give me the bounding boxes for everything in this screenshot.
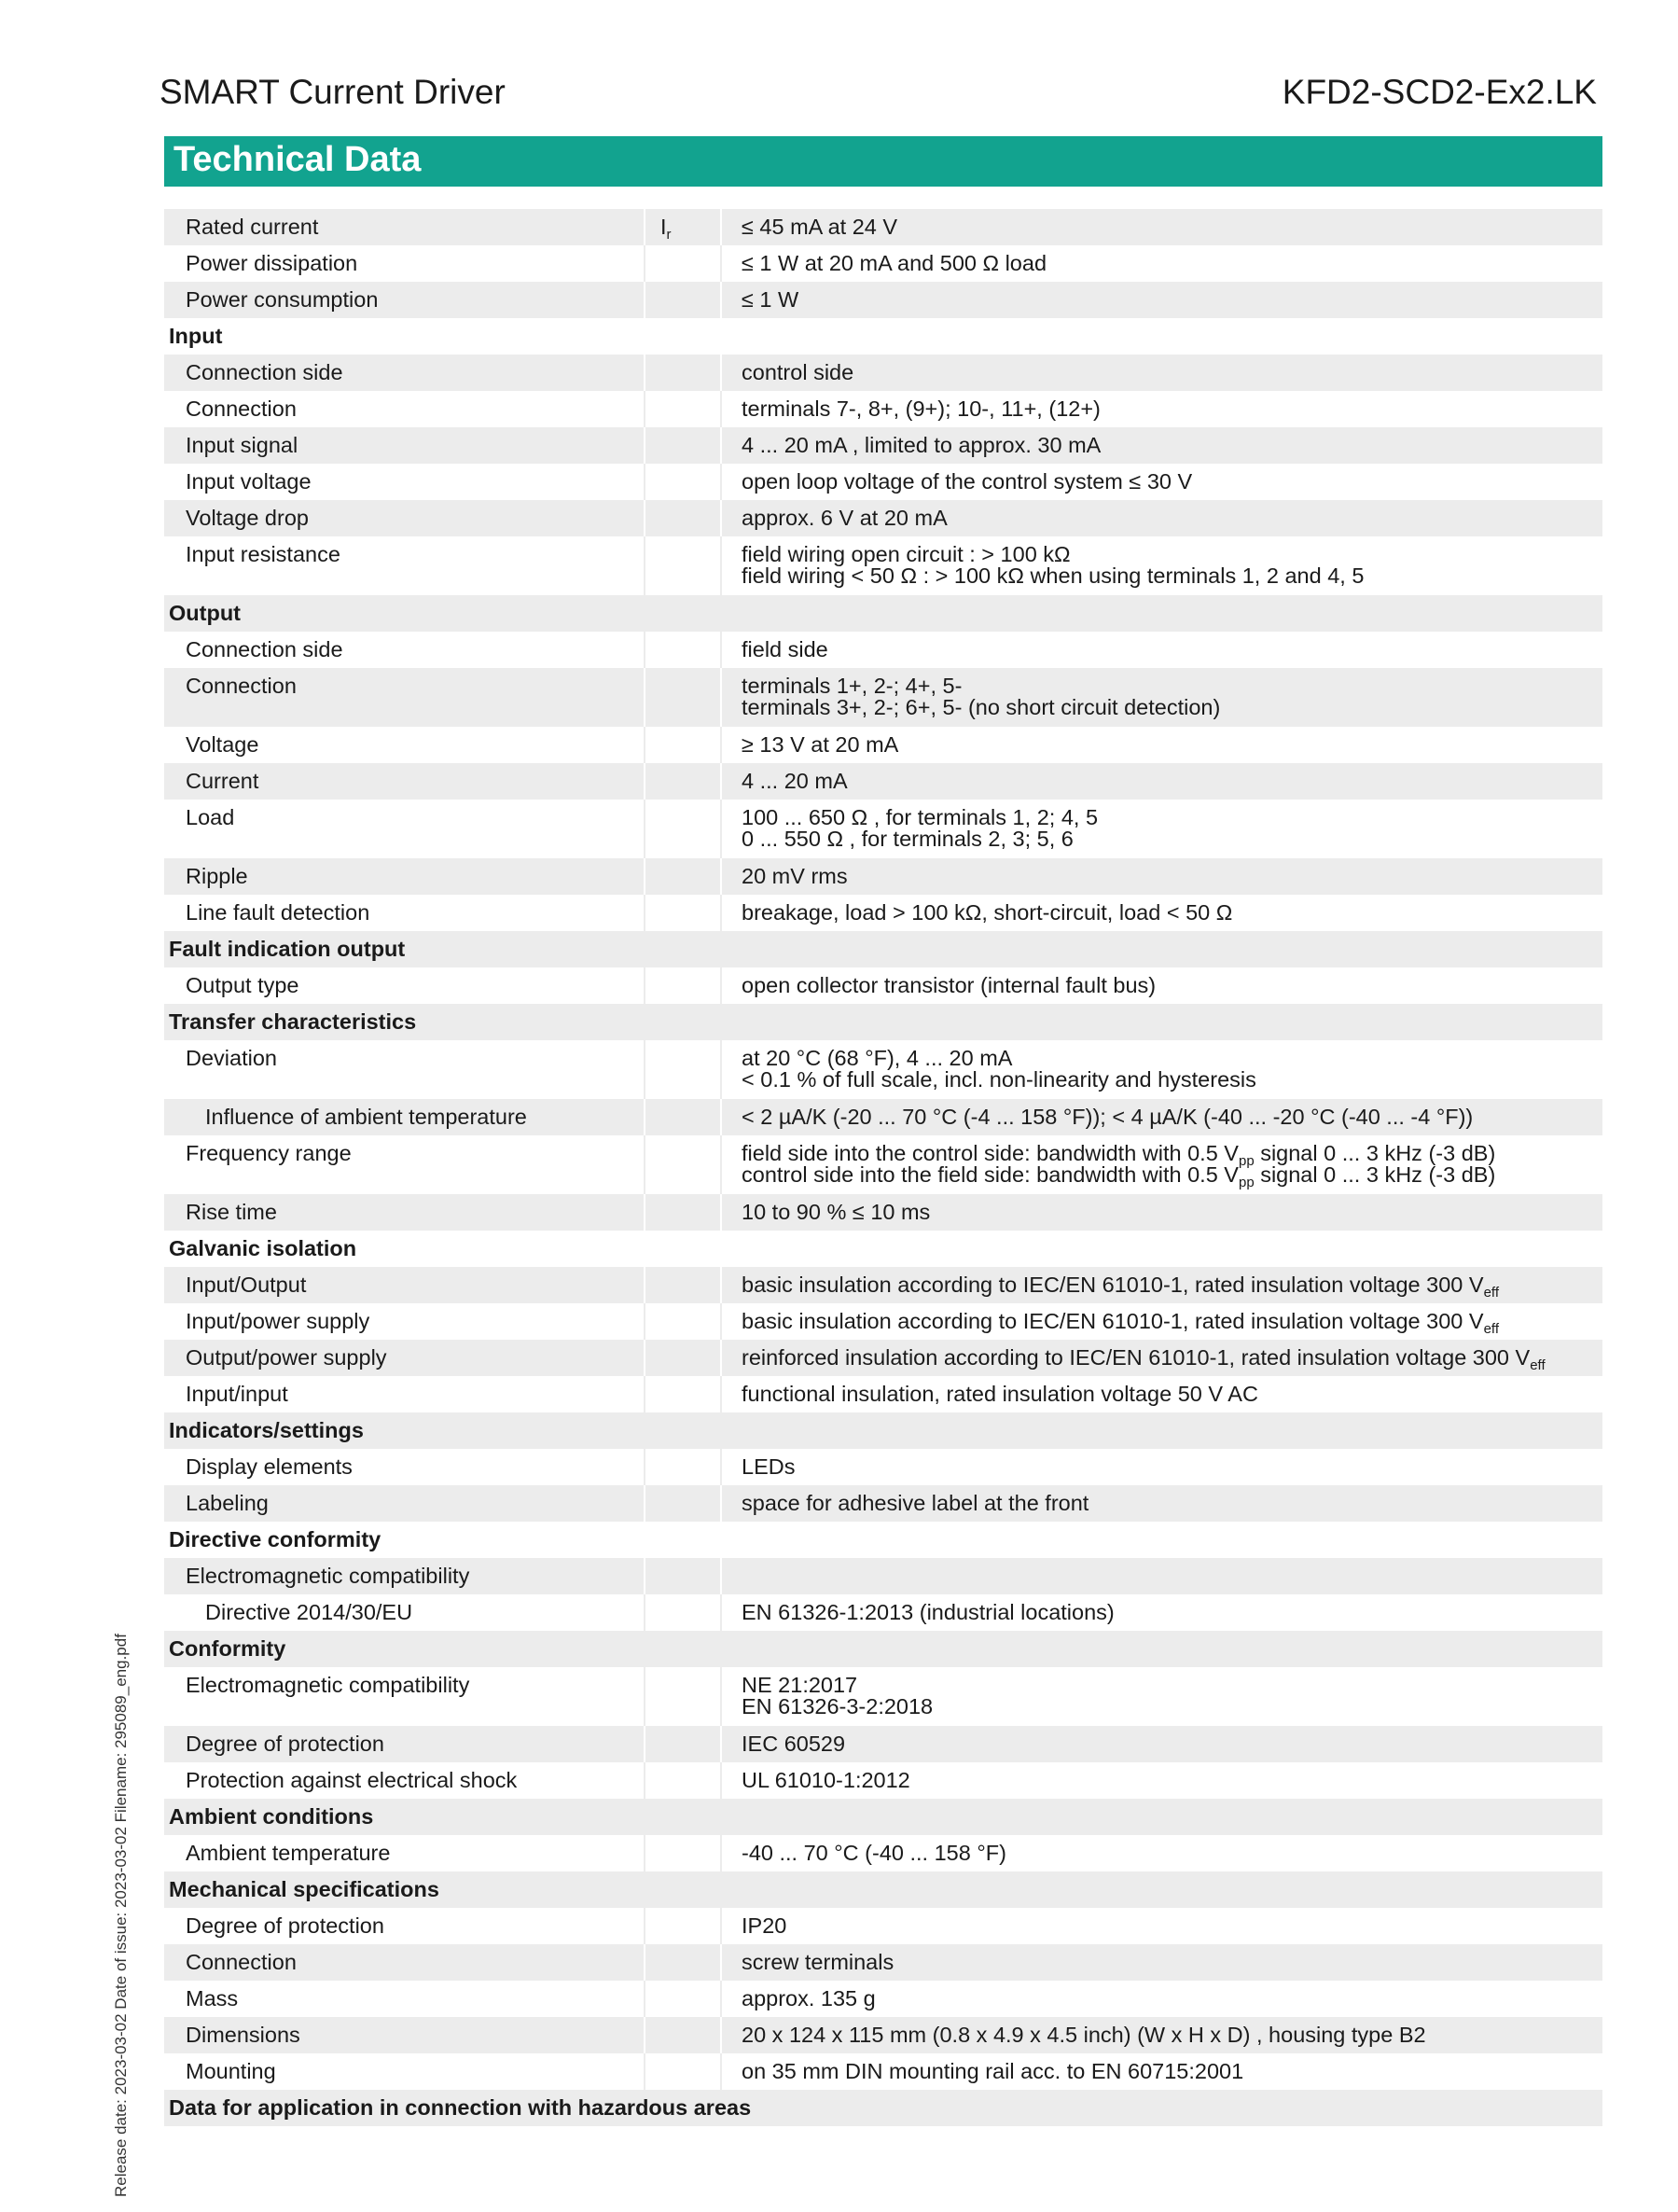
value-text: ≤ 45 mA at 24 V — [742, 215, 898, 239]
value-cell — [721, 967, 1602, 1004]
value-line — [742, 544, 1602, 565]
value-text: field wiring < 50 Ω : > 100 kΩ when using terminals 1, 2 and 4, 5 — [742, 563, 1365, 588]
symbol-cell — [645, 1485, 721, 1522]
table-row — [164, 1303, 1602, 1340]
parameter-label: Degree of protection — [164, 1908, 645, 1944]
value-line — [742, 435, 1602, 456]
value-line — [742, 807, 1602, 828]
value-line — [742, 1770, 1602, 1791]
value-line — [742, 1162, 1602, 1190]
value-cell — [721, 1558, 1602, 1594]
value-text: open collector transistor (internal fault bus) — [742, 973, 1157, 997]
symbol-cell — [645, 1449, 721, 1485]
table-row — [164, 632, 1602, 668]
section-heading-row — [164, 1231, 1602, 1267]
value-line — [742, 734, 1602, 756]
value-cell — [721, 245, 1602, 282]
table-row — [164, 245, 1602, 282]
value-cell — [721, 1762, 1602, 1799]
value-cell — [721, 1944, 1602, 1981]
value-text: open loop voltage of the control system ≤ 30 V — [742, 469, 1193, 494]
symbol-cell — [645, 209, 721, 245]
parameter-label: Connection side — [164, 632, 645, 668]
value-text: ≥ 13 V at 20 mA — [742, 732, 899, 757]
section-heading: Mechanical specifications — [164, 1871, 1602, 1908]
parameter-label: Output type — [164, 967, 645, 1004]
section-heading-row — [164, 1799, 1602, 1835]
parameter-label: Load — [164, 800, 645, 858]
parameter-label: Connection — [164, 1944, 645, 1981]
value-line — [742, 1384, 1602, 1405]
value-cell — [721, 2017, 1602, 2053]
section-heading: Fault indication output — [164, 931, 1602, 967]
table-row — [164, 1267, 1602, 1303]
table-row — [164, 1376, 1602, 1412]
section-heading-row — [164, 2090, 1602, 2126]
value-line — [742, 675, 1602, 697]
value-cell — [721, 727, 1602, 763]
value-line — [742, 1048, 1602, 1069]
release-info: Release date: 2023-03-02 Date of issue: 2023-03-02 Filename: 295089_eng.pdf — [112, 1634, 130, 2197]
section-heading-row — [164, 1412, 1602, 1449]
parameter-label: Electromagnetic compatibility — [164, 1667, 645, 1726]
value-line — [742, 1602, 1602, 1623]
section-heading: Galvanic isolation — [169, 1236, 357, 1260]
section-banner-title: Technical Data — [173, 140, 422, 179]
symbol-cell — [645, 245, 721, 282]
value-subscript: eff — [1483, 1285, 1499, 1301]
value-cell — [721, 1040, 1602, 1099]
section-heading: Ambient conditions — [164, 1799, 1602, 1835]
value-text: terminals 3+, 2-; 6+, 5- (no short circuit detection) — [742, 695, 1221, 719]
value-text: breakage, load > 100 kΩ, short-circuit, load < 50 Ω — [742, 900, 1233, 925]
value-cell — [721, 1135, 1602, 1194]
symbol-cell — [645, 1558, 721, 1594]
section-heading: Output — [164, 595, 1602, 632]
table-row — [164, 1908, 1602, 1944]
section-heading: Transfer characteristics — [164, 1004, 1602, 1040]
value-line — [742, 639, 1602, 661]
value-subscript: pp — [1238, 1175, 1255, 1190]
symbol-cell — [645, 464, 721, 500]
value-subscript: pp — [1238, 1153, 1255, 1169]
section-heading: Indicators/settings — [164, 1412, 1602, 1449]
value-text: basic insulation according to IEC/EN 61010-1, rated insulation voltage 300 V — [742, 1309, 1484, 1333]
value-line — [742, 508, 1602, 529]
value-line — [742, 216, 1602, 238]
value-text: < 2 µA/K (-20 ... 70 °C (-4 ... 158 °F)); < 4 µA/K (-40 ... -20 °C (-40 ... -4 °F)) — [742, 1105, 1474, 1129]
value-line — [742, 253, 1602, 274]
table-row — [164, 427, 1602, 464]
symbol-cell — [645, 1908, 721, 1944]
value-text: control side — [742, 360, 854, 384]
value-line — [742, 1915, 1602, 1937]
value-line — [742, 1988, 1602, 2010]
symbol-cell — [645, 668, 721, 727]
table-row — [164, 1726, 1602, 1762]
value-text: on 35 mm DIN mounting rail acc. to EN 60715:2001 — [742, 2059, 1244, 2083]
parameter-label: Power dissipation — [164, 245, 645, 282]
value-text: ≤ 1 W — [742, 287, 799, 312]
symbol-cell — [645, 1040, 721, 1099]
value-cell — [721, 2053, 1602, 2090]
parameter-label: Rise time — [164, 1194, 645, 1231]
table-row — [164, 391, 1602, 427]
value-text: 20 mV rms — [742, 864, 848, 888]
symbol-cell — [645, 1303, 721, 1340]
table-row — [164, 858, 1602, 895]
value-cell — [721, 632, 1602, 668]
table-row — [164, 209, 1602, 245]
value-cell — [721, 763, 1602, 800]
table-row — [164, 2017, 1602, 2053]
table-row — [164, 1099, 1602, 1135]
table-row — [164, 464, 1602, 500]
symbol-cell — [645, 727, 721, 763]
value-cell — [721, 427, 1602, 464]
table-row — [164, 668, 1602, 727]
value-cell — [721, 355, 1602, 391]
value-cell — [721, 1267, 1602, 1303]
value-text: 4 ... 20 mA , limited to approx. 30 mA — [742, 433, 1102, 457]
parameter-label: Rated current — [164, 209, 645, 245]
value-text: field side — [742, 637, 828, 661]
technical-data-table — [164, 209, 1602, 2126]
value-line — [742, 471, 1602, 493]
section-banner — [164, 136, 1602, 187]
value-text: field side into the control side: bandwidth with 0.5 V — [742, 1141, 1239, 1165]
value-cell — [721, 536, 1602, 595]
value-line — [742, 1843, 1602, 1864]
value-cell — [721, 500, 1602, 536]
value-cell — [721, 1835, 1602, 1871]
value-line — [742, 828, 1602, 850]
value-line — [742, 1273, 1602, 1301]
symbol-cell — [645, 800, 721, 858]
value-cell — [721, 1303, 1602, 1340]
parameter-label: Voltage — [164, 727, 645, 763]
value-cell — [721, 1667, 1602, 1726]
symbol: I — [660, 215, 667, 239]
parameter-label: Protection against electrical shock — [164, 1762, 645, 1799]
symbol-cell — [645, 391, 721, 427]
value-cell — [721, 858, 1602, 895]
value-line — [742, 1202, 1602, 1223]
value-cell — [721, 1340, 1602, 1376]
table-row — [164, 500, 1602, 536]
value-cell — [721, 464, 1602, 500]
table-row — [164, 536, 1602, 595]
section-heading-row — [164, 1004, 1602, 1040]
parameter-label: Ripple — [164, 858, 645, 895]
symbol-cell — [645, 1135, 721, 1194]
value-text-tail: signal 0 ... 3 kHz (-3 dB) — [1254, 1141, 1496, 1165]
value-line — [742, 975, 1602, 996]
value-line — [742, 1952, 1602, 1973]
section-heading-row — [164, 1631, 1602, 1667]
table-row — [164, 1040, 1602, 1099]
value-text: EN 61326-3-2:2018 — [742, 1694, 934, 1718]
value-cell — [721, 1449, 1602, 1485]
table-row — [164, 895, 1602, 931]
value-line — [742, 2061, 1602, 2082]
value-line — [742, 902, 1602, 924]
value-cell — [721, 800, 1602, 858]
value-text: < 0.1 % of full scale, incl. non-linearity and hysteresis — [742, 1067, 1256, 1092]
symbol-cell — [645, 967, 721, 1004]
table-row — [164, 1135, 1602, 1194]
symbol-cell — [645, 355, 721, 391]
value-cell — [721, 895, 1602, 931]
symbol-cell — [645, 1594, 721, 1631]
parameter-label: Connection — [164, 668, 645, 727]
value-cell — [721, 391, 1602, 427]
parameter-label: Input voltage — [164, 464, 645, 500]
parameter-label: Mounting — [164, 2053, 645, 2090]
value-text: NE 21:2017 — [742, 1673, 858, 1697]
value-line — [742, 1069, 1602, 1091]
value-line — [742, 1345, 1602, 1373]
value-cell — [721, 1594, 1602, 1631]
value-text: LEDs — [742, 1454, 796, 1479]
value-text: 100 ... 650 Ω , for terminals 1, 2; 4, 5 — [742, 805, 1099, 829]
value-line — [742, 1493, 1602, 1514]
table-row — [164, 1449, 1602, 1485]
value-text: field wiring open circuit : > 100 kΩ — [742, 542, 1071, 566]
parameter-label: Input/input — [164, 1376, 645, 1412]
value-text: space for adhesive label at the front — [742, 1491, 1089, 1515]
value-subscript: eff — [1483, 1321, 1499, 1337]
parameter-label: Labeling — [164, 1485, 645, 1522]
model-number: KFD2-SCD2-Ex2.LK — [1282, 73, 1597, 111]
value-text: functional insulation, rated insulation voltage 50 V AC — [742, 1382, 1258, 1406]
table-row — [164, 1835, 1602, 1871]
value-text: approx. 135 g — [742, 1986, 876, 2010]
section-heading-row — [164, 931, 1602, 967]
symbol-cell — [645, 632, 721, 668]
table-row — [164, 1340, 1602, 1376]
symbol-cell — [645, 282, 721, 318]
symbol-cell — [645, 895, 721, 931]
value-text: 4 ... 20 mA — [742, 769, 848, 793]
value-line — [742, 289, 1602, 311]
document-title: SMART Current Driver — [159, 73, 506, 111]
parameter-label: Input signal — [164, 427, 645, 464]
value-text: EN 61326-1:2013 (industrial locations) — [742, 1600, 1115, 1624]
parameter-label: Line fault detection — [164, 895, 645, 931]
table-row — [164, 763, 1602, 800]
parameter-label: Power consumption — [164, 282, 645, 318]
value-line — [742, 1733, 1602, 1755]
value-line — [742, 398, 1602, 420]
section-heading-row — [164, 1522, 1602, 1558]
value-text: approx. 6 V at 20 mA — [742, 506, 948, 530]
value-line — [742, 1456, 1602, 1478]
section-heading: Directive conformity — [169, 1527, 381, 1551]
table-row — [164, 967, 1602, 1004]
parameter-label: Ambient temperature — [164, 1835, 645, 1871]
value-line — [742, 1675, 1602, 1696]
parameter-label: Input/power supply — [164, 1303, 645, 1340]
value-line — [742, 1696, 1602, 1718]
value-line — [742, 565, 1602, 587]
symbol-cell — [645, 1835, 721, 1871]
parameter-label: Connection side — [164, 355, 645, 391]
section-heading: Input — [169, 324, 223, 348]
value-subscript: eff — [1530, 1357, 1546, 1373]
value-line — [742, 866, 1602, 887]
symbol-cell — [645, 536, 721, 595]
table-row — [164, 800, 1602, 858]
value-text: 20 x 124 x 115 mm (0.8 x 4.9 x 4.5 inch) (W x H x D) , housing type B2 — [742, 2023, 1426, 2047]
symbol-cell — [645, 1762, 721, 1799]
symbol-cell — [645, 500, 721, 536]
value-text: 10 to 90 % ≤ 10 ms — [742, 1200, 931, 1224]
value-line — [742, 2024, 1602, 2046]
section-heading-row — [164, 318, 1602, 355]
parameter-label: Electromagnetic compatibility — [164, 1558, 645, 1594]
table-row — [164, 1558, 1602, 1594]
table-row — [164, 1485, 1602, 1522]
table-row — [164, 1594, 1602, 1631]
parameter-label: Input resistance — [164, 536, 645, 595]
parameter-label: Deviation — [164, 1040, 645, 1099]
parameter-label: Current — [164, 763, 645, 800]
symbol-cell — [645, 1981, 721, 2017]
value-text: terminals 1+, 2-; 4+, 5- — [742, 674, 963, 698]
symbol-cell — [645, 2053, 721, 2090]
table-row — [164, 727, 1602, 763]
symbol-cell — [645, 858, 721, 895]
symbol-cell — [645, 1667, 721, 1726]
value-cell — [721, 1726, 1602, 1762]
symbol-subscript: r — [666, 227, 672, 243]
value-cell — [721, 1099, 1602, 1135]
parameter-label: Voltage drop — [164, 500, 645, 536]
table-row — [164, 282, 1602, 318]
value-cell — [721, 1908, 1602, 1944]
value-line — [742, 697, 1602, 718]
table-row — [164, 1944, 1602, 1981]
table-row — [164, 355, 1602, 391]
value-text: basic insulation according to IEC/EN 61010-1, rated insulation voltage 300 V — [742, 1273, 1484, 1297]
symbol-cell — [645, 763, 721, 800]
value-cell — [721, 1485, 1602, 1522]
value-text: IEC 60529 — [742, 1732, 846, 1756]
value-text: IP20 — [742, 1913, 787, 1938]
value-text: screw terminals — [742, 1950, 894, 1974]
parameter-label: Frequency range — [164, 1135, 645, 1194]
parameter-label: Connection — [164, 391, 645, 427]
table-row — [164, 1981, 1602, 2017]
value-cell — [721, 1981, 1602, 2017]
value-line — [742, 1141, 1602, 1169]
value-text-tail: signal 0 ... 3 kHz (-3 dB) — [1254, 1162, 1496, 1187]
parameter-label: Input/Output — [164, 1267, 645, 1303]
table-row — [164, 1762, 1602, 1799]
parameter-label: Influence of ambient temperature — [164, 1099, 645, 1135]
value-cell — [721, 209, 1602, 245]
table-row — [164, 1667, 1602, 1726]
value-cell — [721, 668, 1602, 727]
symbol-cell — [645, 427, 721, 464]
value-text: control side into the field side: bandwidth with 0.5 V — [742, 1162, 1239, 1187]
parameter-label: Directive 2014/30/EU — [164, 1594, 645, 1631]
value-cell — [721, 1376, 1602, 1412]
section-heading: Data for application in connection with hazardous areas — [164, 2090, 1602, 2126]
value-text: ≤ 1 W at 20 mA and 500 Ω load — [742, 251, 1047, 275]
value-text: UL 61010-1:2012 — [742, 1768, 910, 1792]
value-text: reinforced insulation according to IEC/EN 61010-1, rated insulation voltage 300 V — [742, 1345, 1531, 1370]
symbol-cell — [645, 1944, 721, 1981]
symbol-cell — [645, 1267, 721, 1303]
value-line — [742, 1309, 1602, 1337]
value-cell — [721, 282, 1602, 318]
value-text: terminals 7-, 8+, (9+); 10-, 11+, (12+) — [742, 396, 1101, 421]
value-text: at 20 °C (68 °F), 4 ... 20 mA — [742, 1046, 1013, 1070]
table-row — [164, 2053, 1602, 2090]
symbol-cell — [645, 2017, 721, 2053]
section-heading-row — [164, 595, 1602, 632]
parameter-label: Dimensions — [164, 2017, 645, 2053]
table-row — [164, 1194, 1602, 1231]
value-text: -40 ... 70 °C (-40 ... 158 °F) — [742, 1841, 1006, 1865]
symbol-cell — [645, 1376, 721, 1412]
value-cell — [721, 1194, 1602, 1231]
parameter-label: Display elements — [164, 1449, 645, 1485]
value-line — [742, 362, 1602, 383]
parameter-label: Degree of protection — [164, 1726, 645, 1762]
section-heading-row — [164, 1871, 1602, 1908]
symbol-cell — [645, 1726, 721, 1762]
value-line — [742, 771, 1602, 792]
value-text: 0 ... 550 Ω , for terminals 2, 3; 5, 6 — [742, 827, 1074, 851]
parameter-label: Output/power supply — [164, 1340, 645, 1376]
symbol-cell — [645, 1340, 721, 1376]
symbol-cell — [645, 1194, 721, 1231]
section-heading: Conformity — [164, 1631, 1602, 1667]
parameter-label: Mass — [164, 1981, 645, 2017]
symbol-cell — [645, 1099, 721, 1135]
value-line — [742, 1106, 1602, 1128]
